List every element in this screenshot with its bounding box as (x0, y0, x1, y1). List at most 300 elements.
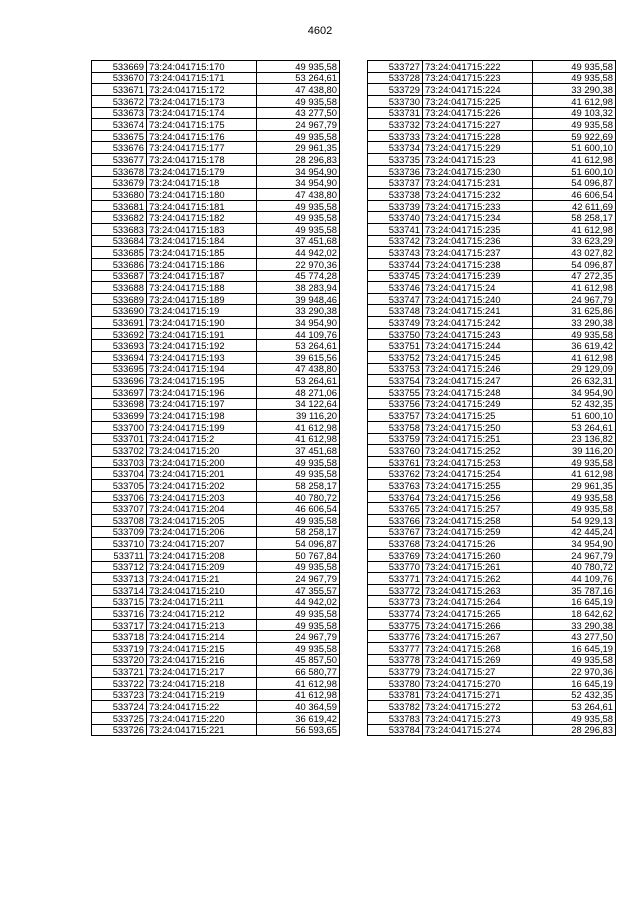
row-number-cell: 533674 (92, 119, 147, 131)
value-cell: 49 935,58 (257, 130, 340, 142)
table-row (92, 596, 340, 608)
value-cell: 44 942,02 (257, 596, 340, 608)
row-number-cell: 533781 (368, 689, 423, 701)
row-number-cell: 533707 (92, 503, 147, 515)
value-cell: 49 935,58 (257, 200, 340, 212)
row-number-cell: 533713 (92, 573, 147, 585)
value-cell: 34 954,90 (533, 386, 616, 398)
value-cell: 53 264,61 (533, 421, 616, 433)
value-cell: 46 606,54 (257, 503, 340, 515)
value-cell: 47 272,35 (533, 270, 616, 282)
cadastral-number-cell: 73:24:041715:269 (423, 654, 533, 666)
value-cell: 53 264,61 (533, 701, 616, 713)
row-number-cell: 533684 (92, 235, 147, 247)
table-row (368, 223, 616, 235)
value-cell: 42 611,69 (533, 200, 616, 212)
row-number-cell: 533681 (92, 200, 147, 212)
row-number-cell: 533735 (368, 154, 423, 166)
row-number-cell: 533678 (92, 165, 147, 177)
row-number-cell: 533728 (368, 72, 423, 84)
cadastral-number-cell: 73:24:041715:256 (423, 491, 533, 503)
table-row (92, 119, 340, 131)
table-row (368, 130, 616, 142)
cadastral-number-cell: 73:24:041715:187 (147, 270, 257, 282)
row-number-cell: 533757 (368, 410, 423, 422)
table-row (368, 200, 616, 212)
value-cell: 26 632,31 (533, 375, 616, 387)
row-number-cell: 533680 (92, 189, 147, 201)
table-row (368, 352, 616, 364)
row-number-cell: 533769 (368, 549, 423, 561)
table-row (368, 445, 616, 457)
cadastral-number-cell: 73:24:041715:197 (147, 398, 257, 410)
value-cell: 59 922,69 (533, 130, 616, 142)
cadastral-number-cell: 73:24:041715:2 (147, 433, 257, 445)
value-cell: 49 935,58 (257, 619, 340, 631)
row-number-cell: 533705 (92, 480, 147, 492)
row-number-cell: 533669 (92, 61, 147, 73)
row-number-cell: 533774 (368, 608, 423, 620)
table-row (92, 398, 340, 410)
row-number-cell: 533696 (92, 375, 147, 387)
value-cell: 49 935,58 (257, 95, 340, 107)
value-cell: 41 612,98 (533, 223, 616, 235)
table-row (92, 491, 340, 503)
table-row (92, 235, 340, 247)
cadastral-number-cell: 73:24:041715:20 (147, 445, 257, 457)
value-cell: 49 935,58 (257, 561, 340, 573)
cadastral-number-cell: 73:24:041715:251 (423, 433, 533, 445)
cadastral-number-cell: 73:24:041715:228 (423, 130, 533, 142)
row-number-cell: 533710 (92, 538, 147, 550)
cadastral-number-cell: 73:24:041715:221 (147, 724, 257, 736)
cadastral-number-cell: 73:24:041715:176 (147, 130, 257, 142)
cadastral-number-cell: 73:24:041715:233 (423, 200, 533, 212)
cadastral-number-cell: 73:24:041715:198 (147, 410, 257, 422)
row-number-cell: 533745 (368, 270, 423, 282)
page-number: 4602 (307, 25, 333, 37)
cadastral-number-cell: 73:24:041715:226 (423, 107, 533, 119)
row-number-cell: 533782 (368, 701, 423, 713)
value-cell: 49 935,58 (533, 456, 616, 468)
row-number-cell: 533699 (92, 410, 147, 422)
value-cell: 24 967,79 (257, 573, 340, 585)
value-cell: 37 451,68 (257, 445, 340, 457)
value-cell: 34 954,90 (257, 165, 340, 177)
table-row (368, 340, 616, 352)
value-cell: 49 935,58 (257, 608, 340, 620)
cadastral-number-cell: 73:24:041715:232 (423, 189, 533, 201)
value-cell: 52 432,35 (533, 398, 616, 410)
value-cell: 36 619,42 (257, 712, 340, 724)
value-cell: 41 612,98 (533, 282, 616, 294)
value-cell: 54 929,13 (533, 514, 616, 526)
table-row (92, 584, 340, 596)
value-cell: 41 612,98 (257, 433, 340, 445)
value-cell: 33 290,38 (533, 317, 616, 329)
value-cell: 40 780,72 (257, 491, 340, 503)
row-number-cell: 533778 (368, 654, 423, 666)
row-number-cell: 533776 (368, 631, 423, 643)
row-number-cell: 533783 (368, 712, 423, 724)
row-number-cell: 533732 (368, 119, 423, 131)
cadastral-number-cell: 73:24:041715:216 (147, 654, 257, 666)
row-number-cell: 533738 (368, 189, 423, 201)
cadastral-number-cell: 73:24:041715:174 (147, 107, 257, 119)
table-row (92, 142, 340, 154)
value-cell: 49 935,58 (257, 643, 340, 655)
table-row (368, 282, 616, 294)
value-cell: 58 258,17 (257, 480, 340, 492)
table-row (368, 584, 616, 596)
value-cell: 33 290,38 (533, 619, 616, 631)
table-row (368, 526, 616, 538)
cadastral-number-cell: 73:24:041715:263 (423, 584, 533, 596)
cadastral-number-cell: 73:24:041715:27 (423, 666, 533, 678)
cadastral-number-cell: 73:24:041715:184 (147, 235, 257, 247)
table-row (368, 480, 616, 492)
row-number-cell: 533721 (92, 666, 147, 678)
table-row (368, 363, 616, 375)
row-number-cell: 533708 (92, 514, 147, 526)
row-number-cell: 533733 (368, 130, 423, 142)
value-cell: 41 612,98 (533, 468, 616, 480)
value-cell: 54 096,87 (533, 177, 616, 189)
table-row (92, 95, 340, 107)
cadastral-number-cell: 73:24:041715:245 (423, 352, 533, 364)
cadastral-number-cell: 73:24:041715:204 (147, 503, 257, 515)
table-left-body (92, 61, 340, 736)
row-number-cell: 533690 (92, 305, 147, 317)
row-number-cell: 533742 (368, 235, 423, 247)
table-row (368, 538, 616, 550)
row-number-cell: 533753 (368, 363, 423, 375)
value-cell: 31 625,86 (533, 305, 616, 317)
value-cell: 36 619,42 (533, 340, 616, 352)
table-row (368, 247, 616, 259)
table-row (92, 107, 340, 119)
table-row (368, 95, 616, 107)
cadastral-number-cell: 73:24:041715:212 (147, 608, 257, 620)
row-number-cell: 533740 (368, 212, 423, 224)
value-cell: 45 774,28 (257, 270, 340, 282)
cadastral-number-cell: 73:24:041715:271 (423, 689, 533, 701)
cadastral-number-cell: 73:24:041715:260 (423, 549, 533, 561)
cadastral-number-cell: 73:24:041715:171 (147, 72, 257, 84)
table-row (368, 142, 616, 154)
value-cell: 33 290,38 (533, 84, 616, 96)
row-number-cell: 533752 (368, 352, 423, 364)
row-number-cell: 533718 (92, 631, 147, 643)
value-cell: 16 645,19 (533, 596, 616, 608)
row-number-cell: 533687 (92, 270, 147, 282)
table-row (92, 538, 340, 550)
table-row (92, 608, 340, 620)
table-row (368, 410, 616, 422)
cadastral-number-cell: 73:24:041715:223 (423, 72, 533, 84)
cadastral-number-cell: 73:24:041715:203 (147, 491, 257, 503)
table-row (368, 677, 616, 689)
table-row (368, 107, 616, 119)
value-cell: 51 600,10 (533, 142, 616, 154)
table-row (92, 666, 340, 678)
table-row (368, 154, 616, 166)
value-cell: 29 961,35 (257, 142, 340, 154)
row-number-cell: 533758 (368, 421, 423, 433)
table-row (92, 503, 340, 515)
cadastral-number-cell: 73:24:041715:19 (147, 305, 257, 317)
value-cell: 39 615,56 (257, 352, 340, 364)
cadastral-number-cell: 73:24:041715:235 (423, 223, 533, 235)
cadastral-number-cell: 73:24:041715:211 (147, 596, 257, 608)
value-cell: 39 948,46 (257, 293, 340, 305)
table-right-body (368, 61, 616, 736)
cadastral-number-cell: 73:24:041715:264 (423, 596, 533, 608)
row-number-cell: 533671 (92, 84, 147, 96)
cadastral-number-cell: 73:24:041715:202 (147, 480, 257, 492)
row-number-cell: 533716 (92, 608, 147, 620)
value-cell: 34 122,64 (257, 398, 340, 410)
value-cell: 53 264,61 (257, 72, 340, 84)
table-row (368, 398, 616, 410)
table-row (368, 701, 616, 713)
table-row (92, 526, 340, 538)
value-cell: 24 967,79 (533, 549, 616, 561)
cadastral-number-cell: 73:24:041715:258 (423, 514, 533, 526)
row-number-cell: 533722 (92, 677, 147, 689)
table-row (368, 712, 616, 724)
value-cell: 56 593,65 (257, 724, 340, 736)
row-number-cell: 533725 (92, 712, 147, 724)
table-row (368, 643, 616, 655)
value-cell: 66 580,77 (257, 666, 340, 678)
table-row (368, 165, 616, 177)
value-cell: 53 264,61 (257, 340, 340, 352)
cadastral-number-cell: 73:24:041715:196 (147, 386, 257, 398)
value-cell: 53 264,61 (257, 375, 340, 387)
value-cell: 58 258,17 (533, 212, 616, 224)
cadastral-number-cell: 73:24:041715:185 (147, 247, 257, 259)
cadastral-number-cell: 73:24:041715:209 (147, 561, 257, 573)
cadastral-number-cell: 73:24:041715:194 (147, 363, 257, 375)
table-row (92, 340, 340, 352)
value-cell: 43 277,50 (257, 107, 340, 119)
cadastral-number-cell: 73:24:041715:268 (423, 643, 533, 655)
value-cell: 40 780,72 (533, 561, 616, 573)
cadastral-number-cell: 73:24:041715:247 (423, 375, 533, 387)
row-number-cell: 533715 (92, 596, 147, 608)
table-row (368, 689, 616, 701)
row-number-cell: 533743 (368, 247, 423, 259)
cadastral-number-cell: 73:24:041715:21 (147, 573, 257, 585)
value-cell: 54 096,87 (533, 258, 616, 270)
value-cell: 41 612,98 (533, 154, 616, 166)
value-cell: 46 606,54 (533, 189, 616, 201)
cadastral-number-cell: 73:24:041715:200 (147, 456, 257, 468)
row-number-cell: 533777 (368, 643, 423, 655)
cadastral-number-cell: 73:24:041715:257 (423, 503, 533, 515)
value-cell: 42 445,24 (533, 526, 616, 538)
table-row (92, 200, 340, 212)
table-row (92, 270, 340, 282)
cadastral-number-cell: 73:24:041715:183 (147, 223, 257, 235)
value-cell: 34 954,90 (533, 538, 616, 550)
cadastral-number-cell: 73:24:041715:177 (147, 142, 257, 154)
value-cell: 49 935,58 (533, 72, 616, 84)
table-row (92, 363, 340, 375)
row-number-cell: 533731 (368, 107, 423, 119)
row-number-cell: 533763 (368, 480, 423, 492)
table-row (92, 573, 340, 585)
row-number-cell: 533679 (92, 177, 147, 189)
row-number-cell: 533691 (92, 317, 147, 329)
row-number-cell: 533701 (92, 433, 147, 445)
row-number-cell: 533682 (92, 212, 147, 224)
cadastral-number-cell: 73:24:041715:199 (147, 421, 257, 433)
cadastral-number-cell: 73:24:041715:179 (147, 165, 257, 177)
row-number-cell: 533685 (92, 247, 147, 259)
value-cell: 47 438,80 (257, 84, 340, 96)
table-row (368, 235, 616, 247)
cadastral-number-cell: 73:24:041715:266 (423, 619, 533, 631)
table-row (92, 247, 340, 259)
row-number-cell: 533775 (368, 619, 423, 631)
cadastral-number-cell: 73:24:041715:224 (423, 84, 533, 96)
table-row (368, 61, 616, 73)
value-cell: 28 296,83 (533, 724, 616, 736)
cadastral-number-cell: 73:24:041715:249 (423, 398, 533, 410)
value-cell: 44 109,76 (257, 328, 340, 340)
row-number-cell: 533784 (368, 724, 423, 736)
table-row (92, 643, 340, 655)
table-row (368, 270, 616, 282)
cadastral-number-cell: 73:24:041715:218 (147, 677, 257, 689)
value-cell: 49 935,58 (257, 61, 340, 73)
cadastral-number-cell: 73:24:041715:237 (423, 247, 533, 259)
cadastral-number-cell: 73:24:041715:230 (423, 165, 533, 177)
table-right (367, 60, 616, 736)
value-cell: 24 967,79 (257, 631, 340, 643)
table-row (92, 514, 340, 526)
table-row (368, 305, 616, 317)
table-row (92, 258, 340, 270)
cadastral-number-cell: 73:24:041715:227 (423, 119, 533, 131)
table-row (92, 305, 340, 317)
table-row (92, 84, 340, 96)
row-number-cell: 533683 (92, 223, 147, 235)
row-number-cell: 533748 (368, 305, 423, 317)
value-cell: 49 935,58 (533, 328, 616, 340)
table-row (368, 631, 616, 643)
table-row (368, 433, 616, 445)
row-number-cell: 533741 (368, 223, 423, 235)
cadastral-number-cell: 73:24:041715:250 (423, 421, 533, 433)
table-row (368, 375, 616, 387)
value-cell: 49 103,32 (533, 107, 616, 119)
value-cell: 37 451,68 (257, 235, 340, 247)
table-row (92, 456, 340, 468)
table-row (92, 165, 340, 177)
table-row (92, 549, 340, 561)
table-row (92, 631, 340, 643)
cadastral-number-cell: 73:24:041715:192 (147, 340, 257, 352)
value-cell: 51 600,10 (533, 410, 616, 422)
cadastral-number-cell: 73:24:041715:254 (423, 468, 533, 480)
cadastral-number-cell: 73:24:041715:182 (147, 212, 257, 224)
row-number-cell: 533697 (92, 386, 147, 398)
row-number-cell: 533709 (92, 526, 147, 538)
row-number-cell: 533751 (368, 340, 423, 352)
table-row (92, 654, 340, 666)
value-cell: 50 767,84 (257, 549, 340, 561)
table-row (92, 154, 340, 166)
table-row (368, 258, 616, 270)
row-number-cell: 533754 (368, 375, 423, 387)
table-row (92, 317, 340, 329)
value-cell: 34 954,90 (257, 317, 340, 329)
table-row (368, 503, 616, 515)
table-row (368, 72, 616, 84)
row-number-cell: 533737 (368, 177, 423, 189)
value-cell: 35 787,16 (533, 584, 616, 596)
row-number-cell: 533749 (368, 317, 423, 329)
row-number-cell: 533772 (368, 584, 423, 596)
cadastral-number-cell: 73:24:041715:241 (423, 305, 533, 317)
table-row (368, 328, 616, 340)
cadastral-number-cell: 73:24:041715:18 (147, 177, 257, 189)
cadastral-number-cell: 73:24:041715:261 (423, 561, 533, 573)
cadastral-number-cell: 73:24:041715:193 (147, 352, 257, 364)
row-number-cell: 533693 (92, 340, 147, 352)
table-row (92, 561, 340, 573)
value-cell: 43 027,82 (533, 247, 616, 259)
cadastral-number-cell: 73:24:041715:191 (147, 328, 257, 340)
cadastral-number-cell: 73:24:041715:234 (423, 212, 533, 224)
row-number-cell: 533712 (92, 561, 147, 573)
row-number-cell: 533677 (92, 154, 147, 166)
table-row (92, 223, 340, 235)
value-cell: 34 954,90 (257, 177, 340, 189)
table-row (368, 317, 616, 329)
row-number-cell: 533730 (368, 95, 423, 107)
table-row (368, 549, 616, 561)
row-number-cell: 533695 (92, 363, 147, 375)
table-row (368, 491, 616, 503)
value-cell: 43 277,50 (533, 631, 616, 643)
cadastral-number-cell: 73:24:041715:170 (147, 61, 257, 73)
row-number-cell: 533739 (368, 200, 423, 212)
table-row (368, 724, 616, 736)
value-cell: 41 612,98 (257, 689, 340, 701)
table-row (368, 421, 616, 433)
row-number-cell: 533686 (92, 258, 147, 270)
cadastral-number-cell: 73:24:041715:267 (423, 631, 533, 643)
cadastral-number-cell: 73:24:041715:207 (147, 538, 257, 550)
table-row (368, 212, 616, 224)
cadastral-number-cell: 73:24:041715:220 (147, 712, 257, 724)
row-number-cell: 533727 (368, 61, 423, 73)
value-cell: 49 935,58 (533, 654, 616, 666)
table-row (92, 375, 340, 387)
value-cell: 58 258,17 (257, 526, 340, 538)
table-row (368, 177, 616, 189)
cadastral-number-cell: 73:24:041715:273 (423, 712, 533, 724)
cadastral-number-cell: 73:24:041715:188 (147, 282, 257, 294)
value-cell: 24 967,79 (533, 293, 616, 305)
value-cell: 47 438,80 (257, 363, 340, 375)
value-cell: 22 970,36 (533, 666, 616, 678)
cadastral-number-cell: 73:24:041715:24 (423, 282, 533, 294)
